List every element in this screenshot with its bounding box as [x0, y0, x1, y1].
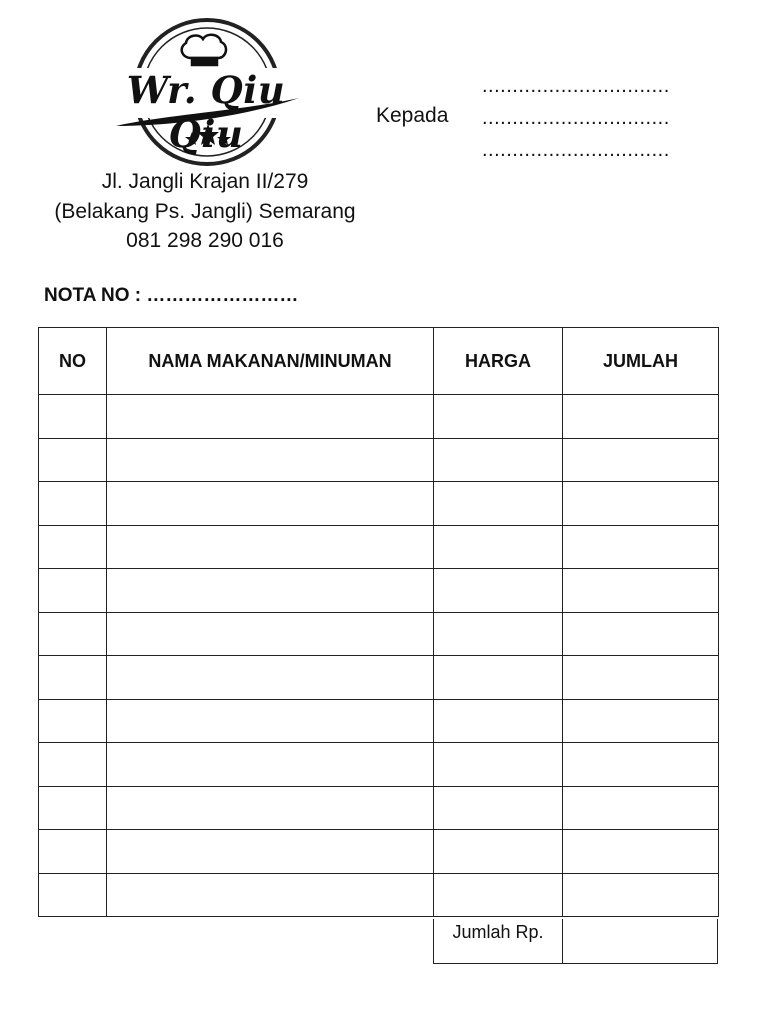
total-label: Jumlah Rp. — [433, 919, 563, 964]
cell-item[interactable] — [107, 699, 434, 743]
cell-amount[interactable] — [563, 612, 719, 656]
nota-number[interactable]: NOTA NO : …………………… — [44, 285, 299, 306]
column-header-price: HARGA — [434, 328, 563, 395]
table-row — [39, 438, 719, 482]
table-row — [39, 569, 719, 613]
table-row — [39, 699, 719, 743]
cell-price[interactable] — [434, 525, 563, 569]
address-line: (Belakang Ps. Jangli) Semarang — [54, 199, 356, 223]
cell-no[interactable] — [39, 569, 107, 613]
table-header-row — [39, 328, 719, 395]
cell-amount[interactable] — [563, 743, 719, 787]
cell-amount[interactable] — [563, 699, 719, 743]
cell-item[interactable] — [107, 612, 434, 656]
cell-amount[interactable] — [563, 786, 719, 830]
table-body — [39, 395, 719, 917]
cell-no[interactable] — [39, 830, 107, 874]
cell-price[interactable] — [434, 612, 563, 656]
cell-item[interactable] — [107, 395, 434, 439]
table-row — [39, 482, 719, 526]
cell-no[interactable] — [39, 873, 107, 917]
column-header-item: NAMA MAKANAN/MINUMAN — [107, 328, 434, 395]
cell-item[interactable] — [107, 873, 434, 917]
cell-amount[interactable] — [563, 873, 719, 917]
address-line: Jl. Jangli Krajan II/279 — [101, 170, 309, 193]
cell-no[interactable] — [39, 656, 107, 700]
cell-no[interactable] — [39, 612, 107, 656]
cell-price[interactable] — [434, 438, 563, 482]
cell-price[interactable] — [434, 786, 563, 830]
cell-item[interactable] — [107, 830, 434, 874]
cell-no[interactable] — [39, 699, 107, 743]
cell-item[interactable] — [107, 786, 434, 830]
cell-price[interactable] — [434, 699, 563, 743]
cell-amount[interactable] — [563, 438, 719, 482]
chef-hat-icon — [182, 35, 226, 65]
recipient-label: Kepada — [376, 104, 449, 127]
table-row — [39, 525, 719, 569]
cell-item[interactable] — [107, 438, 434, 482]
recipient-line[interactable]: ............................... — [482, 75, 670, 97]
cell-item[interactable] — [107, 482, 434, 526]
cell-no[interactable] — [39, 743, 107, 787]
cell-price[interactable] — [434, 482, 563, 526]
cell-item[interactable] — [107, 569, 434, 613]
table-row — [39, 656, 719, 700]
cell-amount[interactable] — [563, 656, 719, 700]
total-row — [433, 919, 718, 964]
cell-price[interactable] — [434, 873, 563, 917]
logo — [96, 18, 316, 168]
cell-price[interactable] — [434, 656, 563, 700]
table-row — [39, 873, 719, 917]
recipient-line[interactable]: ............................... — [482, 139, 670, 161]
address-block — [40, 167, 370, 256]
cell-item[interactable] — [107, 656, 434, 700]
cell-no[interactable] — [39, 786, 107, 830]
cell-amount[interactable] — [563, 482, 719, 526]
items-table — [38, 327, 719, 917]
logo-text: Wr. Qiu Qiu — [126, 68, 286, 156]
cell-item[interactable] — [107, 743, 434, 787]
cell-price[interactable] — [434, 395, 563, 439]
cell-amount[interactable] — [563, 569, 719, 613]
table-row — [39, 395, 719, 439]
cell-price[interactable] — [434, 743, 563, 787]
cell-price[interactable] — [434, 569, 563, 613]
column-header-amount: JUMLAH — [563, 328, 719, 395]
table-row — [39, 830, 719, 874]
cell-price[interactable] — [434, 830, 563, 874]
table-row — [39, 743, 719, 787]
cell-amount[interactable] — [563, 395, 719, 439]
total-value[interactable] — [562, 919, 718, 964]
table-row — [39, 612, 719, 656]
cell-amount[interactable] — [563, 830, 719, 874]
cell-no[interactable] — [39, 395, 107, 439]
table-row — [39, 786, 719, 830]
cell-no[interactable] — [39, 525, 107, 569]
cell-no[interactable] — [39, 438, 107, 482]
cell-item[interactable] — [107, 525, 434, 569]
phone-number: 081 298 290 016 — [126, 229, 284, 252]
column-header-no: NO — [39, 328, 107, 395]
cell-no[interactable] — [39, 482, 107, 526]
cell-amount[interactable] — [563, 525, 719, 569]
recipient-line[interactable]: ............................... — [482, 107, 670, 129]
